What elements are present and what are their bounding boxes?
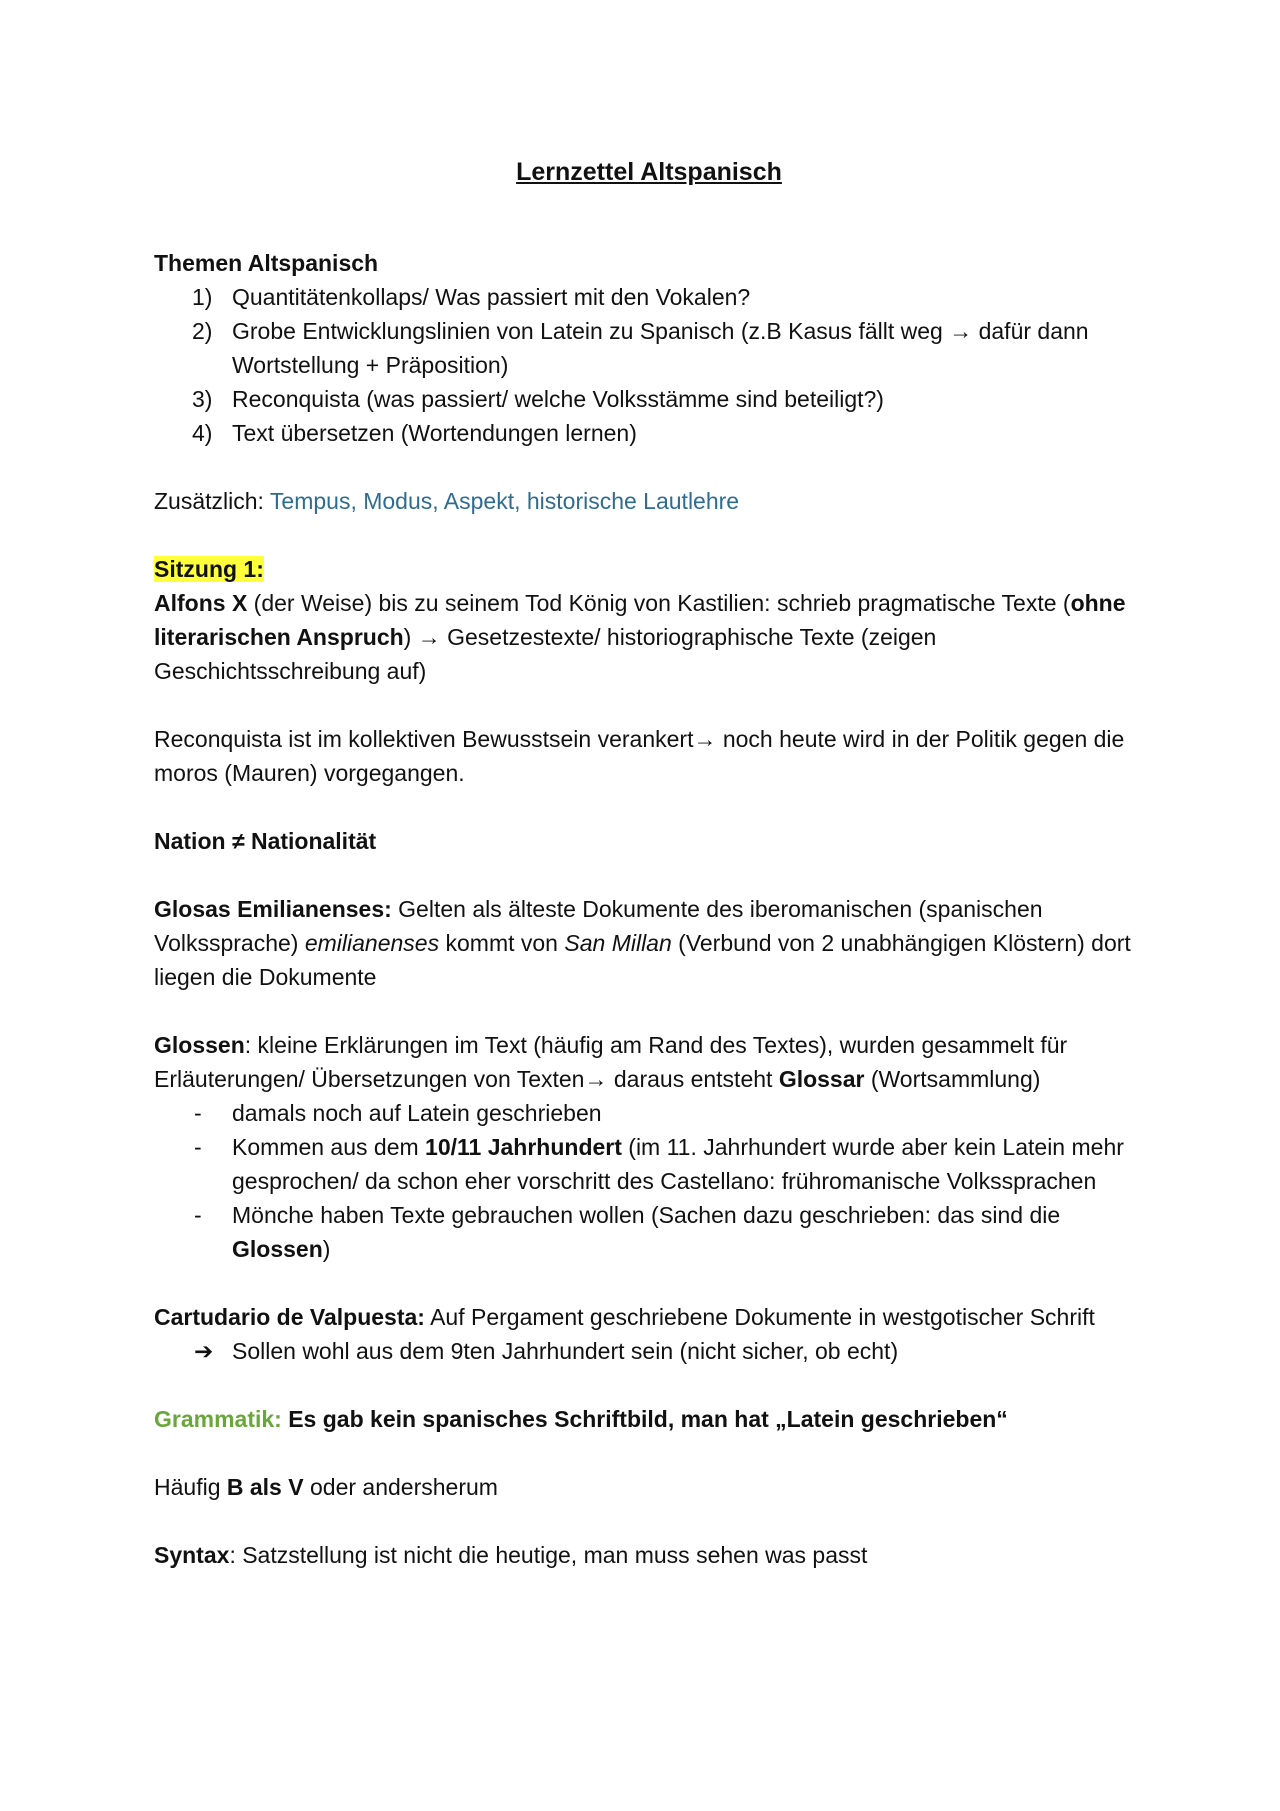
list-item: 1) Quantitätenkollaps/ Was passiert mit den Vokalen? — [192, 284, 751, 310]
list-item: - damals noch auf Latein geschrieben — [194, 1100, 602, 1126]
list-item: 4) Text übersetzen (Wortendungen lernen) — [192, 420, 637, 446]
list-item: 3) Reconquista (was passiert/ welche Volksstämme sind beteiligt?) — [192, 386, 884, 412]
zusaetzlich-topics: Tempus, Modus, Aspekt, historische Lautlehre — [269, 488, 740, 514]
reconquista-paragraph: Reconquista ist im kollektiven Bewusstsein verankert→ noch heute wird in der Politik gegen die moros (Mauren) vorgegangen. — [154, 726, 1125, 786]
alfons-paragraph: Alfons X (der Weise) bis zu seinem Tod König von Kastilien: schrieb pragmatische Texte (ohne literarischen Anspruch) → Gesetzestexte/ historiographische Texte (zeigen Geschichtsschreibung auf) — [154, 590, 1126, 684]
list-item: - Mönche haben Texte gebrauchen wollen (Sachen dazu geschrieben: das sind die Glossen) — [194, 1202, 1061, 1262]
nation-heading: Nation ≠ Nationalität — [154, 828, 377, 854]
syntax-paragraph: Syntax: Satzstellung ist nicht die heutige, man muss sehen was passt — [154, 1542, 868, 1568]
themen-heading: Themen Altspanisch — [154, 250, 379, 276]
list-item: - Kommen aus dem 10/11 Jahrhundert (im 11. Jahrhundert wurde aber kein Latein mehr gesprochen/ da schon eher vorschritt des Castellano: frühromanische Volkssprachen — [194, 1134, 1124, 1194]
cartudario-subpoint: ➔ Sollen wohl aus dem 9ten Jahrhundert sein (nicht sicher, ob echt) — [154, 1334, 1144, 1368]
zusaetzlich-line: Zusätzlich: Tempus, Modus, Aspekt, historische Lautlehre — [154, 488, 740, 514]
haeufig-paragraph: Häufig B als V oder andersherum — [154, 1474, 498, 1500]
page-title: Lernzettel Altspanisch — [516, 158, 782, 186]
glossen-bullets — [154, 1096, 1144, 1266]
themen-list — [154, 280, 1144, 450]
document-body — [154, 154, 1144, 1572]
arrow-icon: ➔ — [194, 1338, 214, 1364]
glossen-paragraph: Glossen: kleine Erklärungen im Text (häufig am Rand des Textes), wurden gesammelt für Erläuterungen/ Übersetzungen von Texten→ daraus entsteht Glossar (Wortsammlung) — [154, 1032, 1068, 1092]
glosas-paragraph: Glosas Emilianenses: Gelten als älteste Dokumente des iberomanischen (spanischen Volkssprache) emilianenses kommt von San Millan (Verbund von 2 unabhängigen Klöstern) dort liegen die Dokumente — [154, 896, 1131, 990]
sitzung-heading: Sitzung 1: — [154, 556, 264, 582]
grammatik-paragraph: Grammatik: Es gab kein spanisches Schriftbild, man hat „Latein geschrieben“ — [154, 1406, 1008, 1432]
cartudario-paragraph: Cartudario de Valpuesta: Auf Pergament geschriebene Dokumente in westgotischer Schrift — [154, 1304, 1095, 1330]
list-item: 2) Grobe Entwicklungslinien von Latein zu Spanisch (z.B Kasus fällt weg → dafür dann Wortstellung + Präposition) — [192, 318, 1089, 378]
